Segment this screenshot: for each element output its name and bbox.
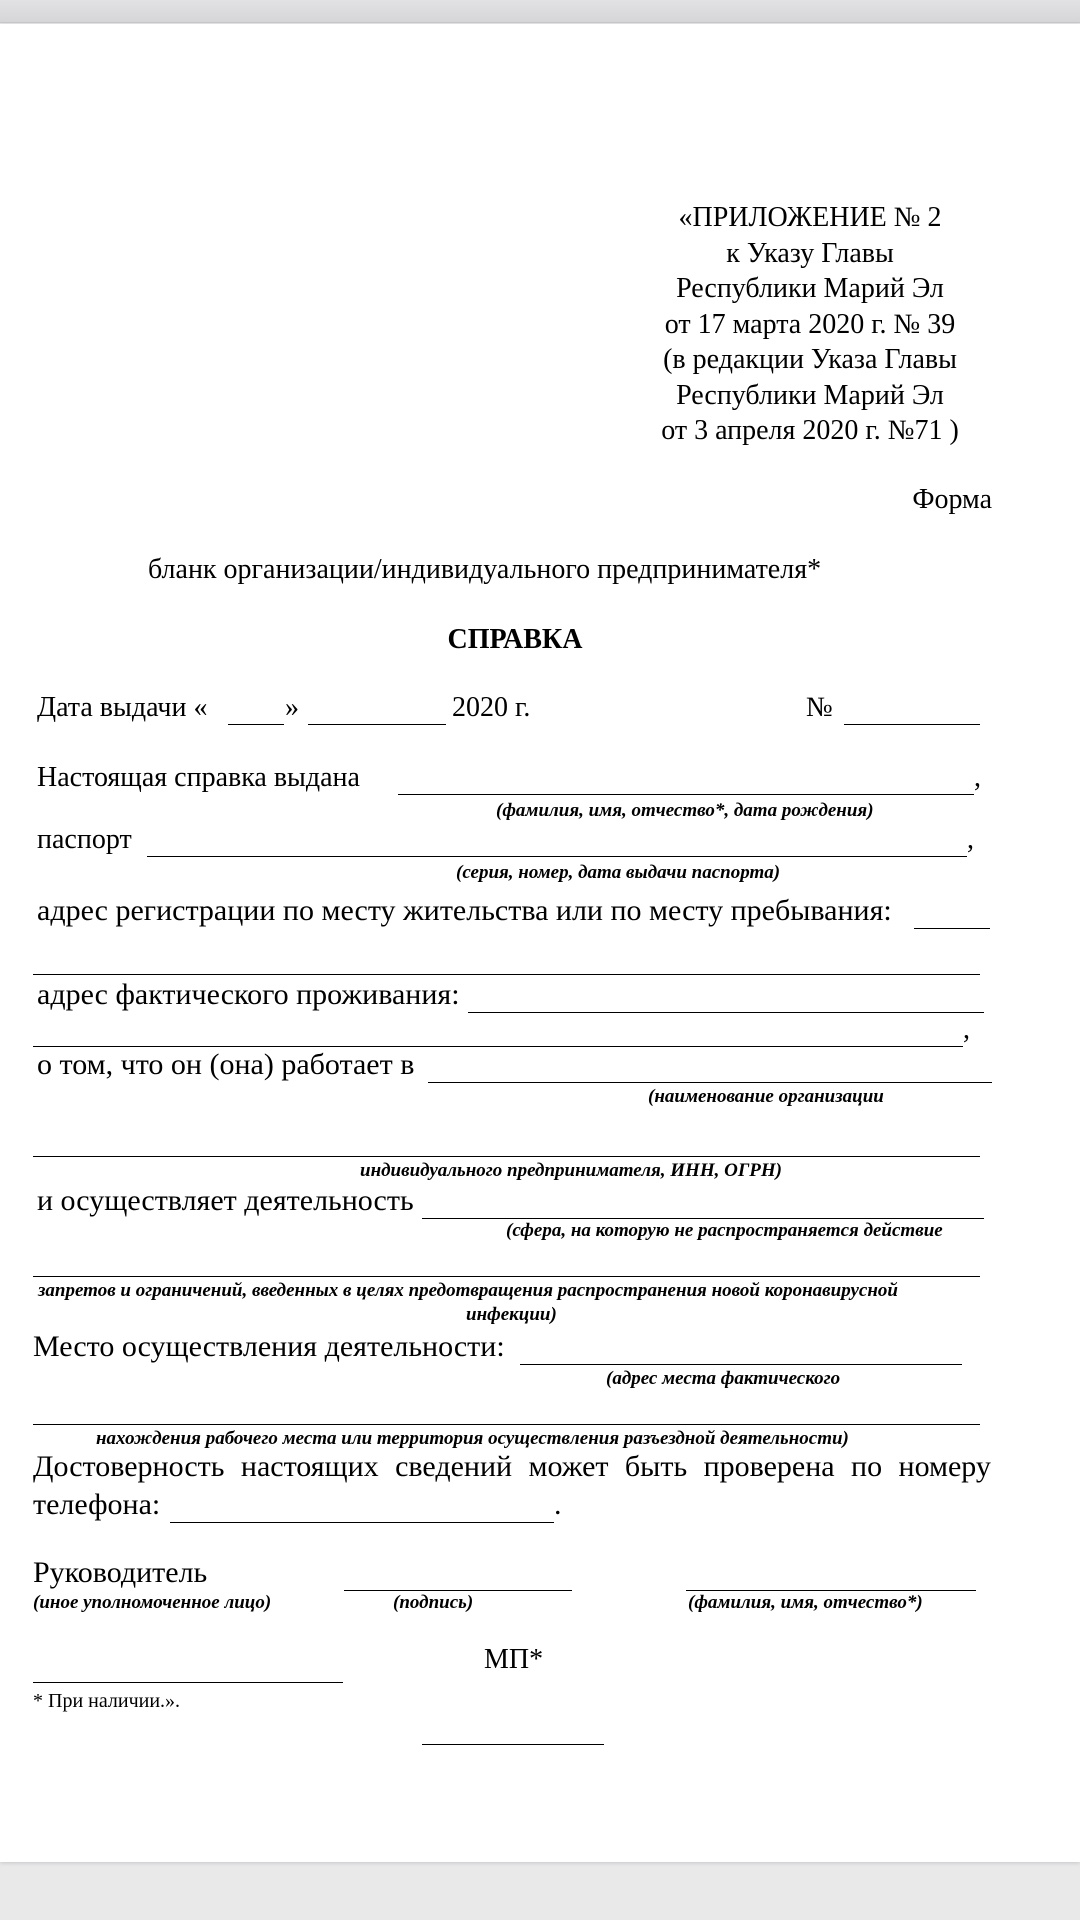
name-hint: (фамилия, имя, отчество*) <box>688 1592 923 1613</box>
org-hint-2: индивидуального предпринимателя, ИНН, ОГРН) <box>360 1160 783 1181</box>
org-hint-1: (наименование организации <box>648 1086 884 1107</box>
activity-hint-1: (сфера, на которую не распространяется действие <box>506 1220 943 1241</box>
appendix-header <box>610 200 1010 449</box>
issued-to-label: Настоящая справка выдана <box>37 762 360 793</box>
works-at-label: о том, что он (она) работает в <box>37 1048 415 1081</box>
passport-comma: , <box>967 824 974 855</box>
verify-word: Достоверность <box>33 1450 225 1483</box>
appendix-line: Республики Марий Эл <box>676 273 944 304</box>
activity-hint-2: запретов и ограничений, введенных в целях предотвращения распространения новой коронавирусной <box>38 1280 898 1301</box>
phone-label: телефона: <box>33 1488 161 1521</box>
issue-date-mid: » <box>285 692 299 723</box>
place-label: Место осуществления деятельности: <box>33 1330 505 1363</box>
place-hint-2: нахождения рабочего места или территория осуществления разъездной деятельности) <box>96 1428 849 1449</box>
appendix-line: от 3 апреля 2020 г. №71 ) <box>661 415 959 446</box>
registration-line-2 <box>33 974 980 975</box>
activity-label: и осуществляет деятельность <box>37 1184 414 1217</box>
appendix-line: Республики Марий Эл <box>676 379 944 411</box>
activity-hint-3: инфекции) <box>466 1304 557 1325</box>
form-label: Форма <box>912 484 992 515</box>
number-label: № <box>806 692 833 723</box>
signature-hint: (подпись) <box>393 1592 474 1613</box>
place-line-2 <box>33 1424 980 1425</box>
appendix-line: к Указу Главы <box>726 237 894 269</box>
passport-line <box>147 856 967 857</box>
closing-line <box>422 1744 604 1745</box>
signature-line <box>344 1590 572 1591</box>
appendix-line: от 17 марта 2020 г. № 39 <box>664 308 956 340</box>
verify-word: сведений <box>395 1450 513 1483</box>
name-line <box>686 1590 976 1591</box>
verification-line <box>33 1450 991 1484</box>
org-line-2 <box>33 1156 980 1157</box>
actual-address-label: адрес фактического проживания: <box>37 978 460 1011</box>
verify-word: может <box>528 1450 609 1483</box>
verify-word: по <box>851 1450 883 1483</box>
issued-to-comma: , <box>974 762 981 793</box>
issue-day-line <box>228 724 284 725</box>
actual-address-comma: , <box>963 1014 970 1045</box>
issued-to-hint: (фамилия, имя, отчество*, дата рождения) <box>496 800 874 821</box>
activity-line <box>422 1218 984 1219</box>
verify-word: быть <box>624 1450 688 1483</box>
letterhead-label: бланк организации/индивидуального предпринимателя* <box>148 554 822 585</box>
verify-word: проверена <box>703 1450 835 1483</box>
issue-year: 2020 г. <box>452 692 531 723</box>
issued-to-line <box>398 794 974 795</box>
place-line <box>520 1364 962 1365</box>
registration-label: адрес регистрации по месту жительства или по месту пребывания: <box>37 894 892 927</box>
document-page <box>0 24 1080 1862</box>
head-hint: (иное уполномоченное лицо) <box>33 1592 272 1613</box>
number-line <box>844 724 980 725</box>
actual-address-line-2 <box>33 1046 963 1047</box>
appendix-line: «ПРИЛОЖЕНИЕ № 2 <box>678 202 942 233</box>
phone-end: . <box>554 1488 562 1521</box>
appendix-line: (в редакции Указа Главы <box>663 344 957 375</box>
document-title: СПРАВКА <box>447 624 583 655</box>
viewer-top-bar <box>0 0 1080 23</box>
footnote-separator <box>33 1682 343 1683</box>
actual-address-line <box>468 1012 984 1013</box>
issue-month-line <box>308 724 446 725</box>
place-hint-1: (адрес места фактического <box>606 1368 841 1389</box>
verify-word: номеру <box>898 1450 991 1483</box>
registration-line-end <box>914 928 990 929</box>
phone-line <box>170 1522 554 1523</box>
issue-date-prefix: Дата выдачи « <box>37 692 208 723</box>
verify-word: настоящих <box>240 1450 379 1483</box>
passport-hint: (серия, номер, дата выдачи паспорта) <box>456 862 781 883</box>
footnote: * При наличии.». <box>33 1690 181 1712</box>
activity-line-2 <box>33 1276 980 1277</box>
works-at-line <box>428 1082 992 1083</box>
head-label: Руководитель <box>33 1556 208 1589</box>
stamp-label: МП* <box>484 1644 544 1675</box>
passport-label: паспорт <box>37 824 132 855</box>
